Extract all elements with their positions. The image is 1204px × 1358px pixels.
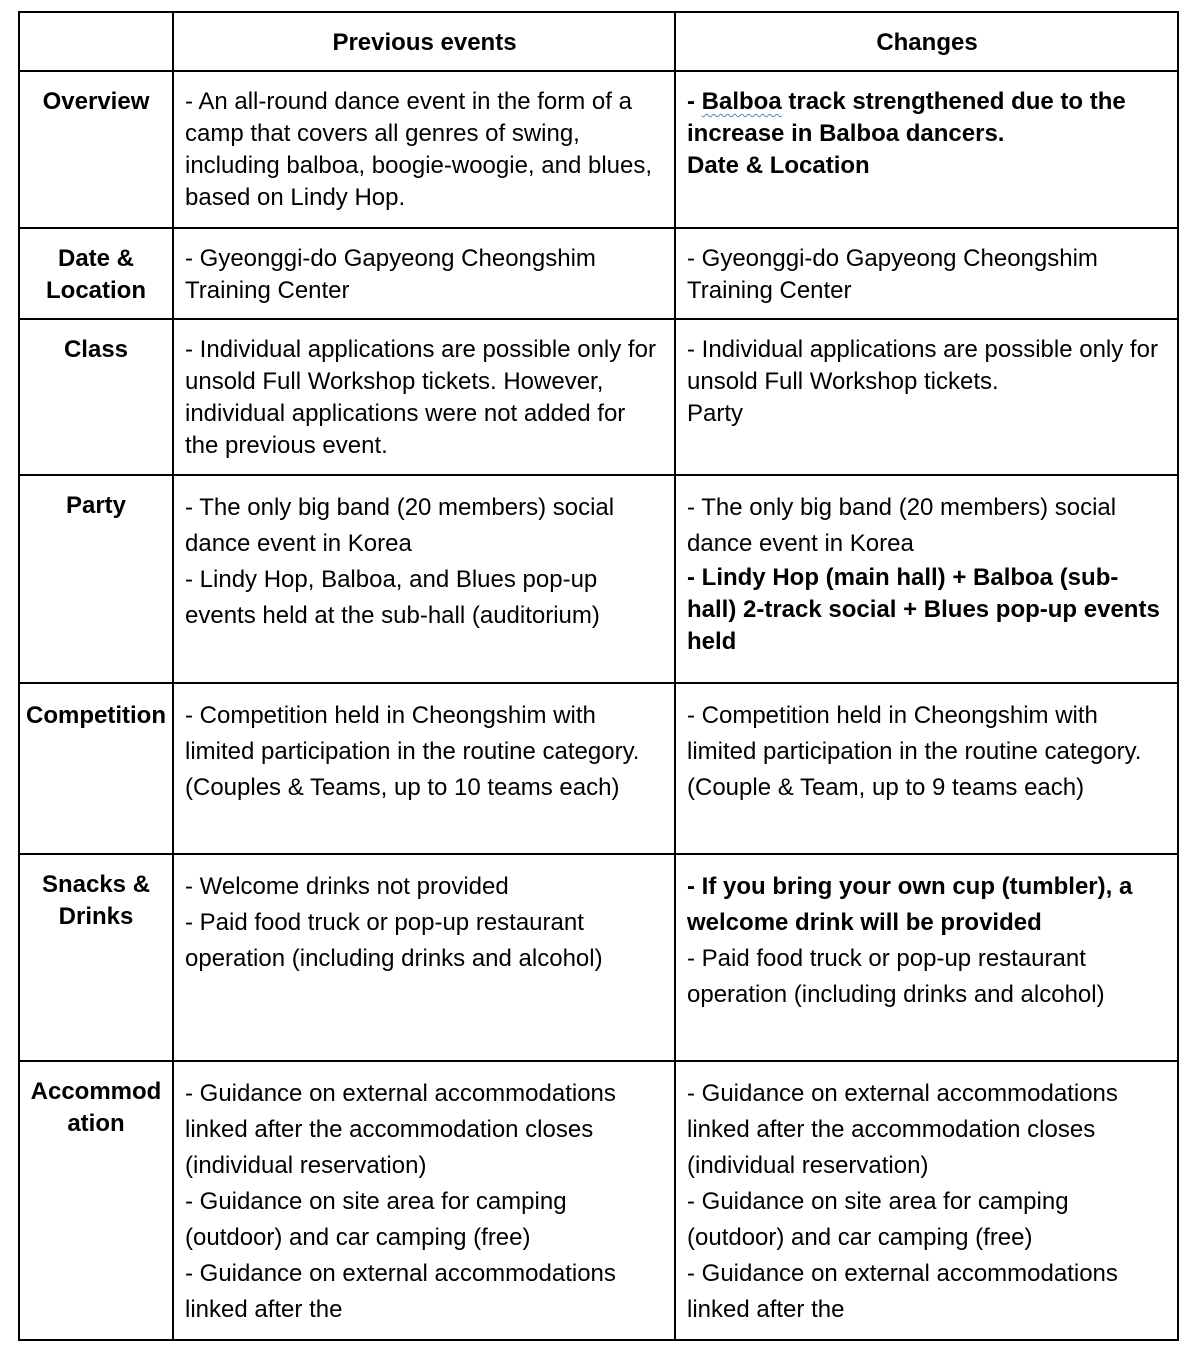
table-row xyxy=(19,683,1178,854)
cell-changes-accommodation xyxy=(675,1061,1178,1340)
cell-line: - The only big band (20 members) social dance event in Korea xyxy=(687,494,1117,557)
cell-previous-overview xyxy=(173,71,675,228)
table-row xyxy=(19,228,1178,319)
cell-line: - Paid food truck or pop-up restaurant operation (including drinks and alcohol) xyxy=(687,945,1105,1008)
spellcheck-balboa: - Balboa xyxy=(687,88,782,115)
cell-line: - Guidance on external accommodations linked after the accommodation closes (individual reservation) xyxy=(687,1080,1118,1179)
row-label-class: Class xyxy=(19,319,173,475)
cell-line: Date & Location xyxy=(687,152,870,179)
cell-line: - Guidance on external accommodations linked after the xyxy=(687,1260,1118,1323)
cell-line: - Paid food truck or pop-up restaurant operation (including drinks and alcohol) xyxy=(185,909,603,972)
table-row xyxy=(19,854,1178,1061)
cell-line: - An all-round dance event in the form of a camp that covers all genres of swing, including balboa, boogie-woogie, and blues, based on Lindy Hop. xyxy=(185,88,653,211)
cell-previous-class xyxy=(173,319,675,475)
cell-previous-snacks-drinks xyxy=(173,854,675,1061)
header-cell-changes: Changes xyxy=(675,12,1178,71)
header-row xyxy=(19,12,1178,71)
row-label-party: Party xyxy=(19,475,173,683)
header-cell-label xyxy=(19,12,173,71)
cell-line-rest: track strengthened due to the increase in Balboa dancers. xyxy=(687,88,1126,147)
cell-line: - Gyeonggi-do Gapyeong Cheongshim Training Center xyxy=(687,245,1098,304)
cell-changes-party xyxy=(675,475,1178,683)
cell-line: - If you bring your own cup (tumbler), a welcome drink will be provided xyxy=(687,873,1133,936)
cell-changes-competition xyxy=(675,683,1178,854)
table-row xyxy=(19,475,1178,683)
cell-line: - Gyeonggi-do Gapyeong Cheongshim Training Center xyxy=(185,245,596,304)
row-label-date-location: Date & Location xyxy=(19,228,173,319)
cell-line: Party xyxy=(687,400,744,427)
cell-line: - Competition held in Cheongshim with limited participation in the routine category. (Couple & Team, up to 9 teams each) xyxy=(687,702,1142,801)
cell-previous-party xyxy=(173,475,675,683)
cell-line: - Guidance on site area for camping (outdoor) and car camping (free) xyxy=(185,1188,567,1251)
cell-line: - The only big band (20 members) social dance event in Korea xyxy=(185,494,615,557)
cell-line: - Welcome drinks not provided xyxy=(185,873,509,900)
cell-line: - Lindy Hop, Balboa, and Blues pop-up events held at the sub-hall (auditorium) xyxy=(185,566,600,629)
comparison-table xyxy=(18,11,1179,1341)
cell-line: - Lindy Hop (main hall) + Balboa (sub-hall) 2-track social + Blues pop-up events held xyxy=(687,564,1160,655)
cell-line: - Guidance on site area for camping (outdoor) and car camping (free) xyxy=(687,1188,1069,1251)
table-row xyxy=(19,319,1178,475)
row-label-competition: Competition xyxy=(19,683,173,854)
row-label-accommodation: Accommodation xyxy=(19,1061,173,1340)
cell-changes-date-location xyxy=(675,228,1178,319)
cell-changes-class xyxy=(675,319,1178,475)
row-label-overview: Overview xyxy=(19,71,173,228)
header-cell-previous: Previous events xyxy=(173,12,675,71)
row-label-snacks-drinks: Snacks & Drinks xyxy=(19,854,173,1061)
cell-line: - Individual applications are possible only for unsold Full Workshop tickets. xyxy=(687,336,1158,395)
cell-line: - Individual applications are possible only for unsold Full Workshop tickets. However, individual applications were not added for the previous event. xyxy=(185,336,656,459)
cell-line xyxy=(687,86,1167,150)
cell-changes-snacks-drinks xyxy=(675,854,1178,1061)
cell-line: - Competition held in Cheongshim with limited participation in the routine category. (Couples & Teams, up to 10 teams each) xyxy=(185,702,640,801)
cell-line: - Guidance on external accommodations linked after the accommodation closes (individual reservation) xyxy=(185,1080,616,1179)
cell-previous-accommodation xyxy=(173,1061,675,1340)
cell-changes-overview xyxy=(675,71,1178,228)
cell-line: - Guidance on external accommodations linked after the xyxy=(185,1260,616,1323)
table-row xyxy=(19,1061,1178,1340)
table-row xyxy=(19,71,1178,228)
cell-previous-competition xyxy=(173,683,675,854)
cell-previous-date-location xyxy=(173,228,675,319)
